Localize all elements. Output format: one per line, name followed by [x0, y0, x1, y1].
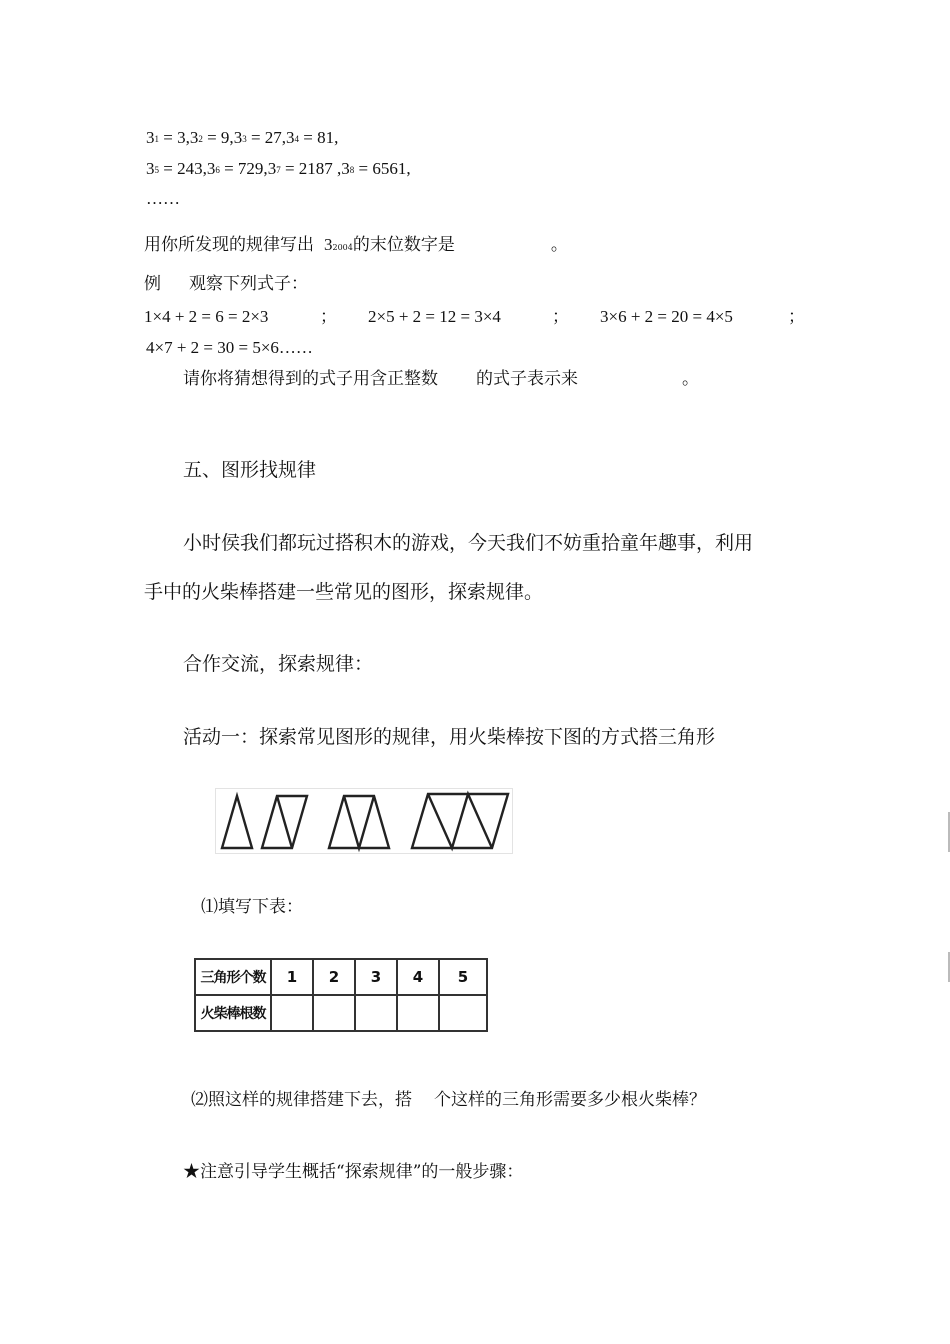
table-input-cell[interactable] — [439, 995, 487, 1031]
table-cell: 1 — [271, 959, 313, 995]
triangle-group-3 — [329, 796, 389, 848]
matchstick-triangles-figure — [215, 788, 513, 854]
triangle-group-4 — [412, 794, 508, 848]
intro-paragraph-line-1: 小时侯我们都玩过搭积木的游戏，今天我们不妨重拾童年趣事，利用 — [183, 532, 754, 554]
table-row — [195, 959, 487, 995]
row-header-triangles: 三角形个数 — [195, 959, 271, 995]
activity-one: 活动一：探索常见图形的规律，用火柴棒按下图的方式搭三角形 — [183, 726, 716, 748]
cooperation-heading: 合作交流，探索规律： — [183, 653, 374, 675]
table-cell: 5 — [439, 959, 487, 995]
table-input-cell[interactable] — [313, 995, 355, 1031]
table-cell: 2 — [313, 959, 355, 995]
table-input-cell[interactable] — [397, 995, 439, 1031]
powers-ellipsis: …… — [146, 189, 180, 208]
table-row — [195, 995, 487, 1031]
question-pattern: ⑵照这样的规律搭建下去，搭 个这样的三角形需要多少根火柴棒？ — [191, 1090, 706, 1110]
triangle-group-1 — [222, 796, 252, 848]
example-prompt: 请你将猜想得到的式子用含正整数 的式子表示来 。 — [183, 369, 699, 389]
example-intro: 例 观察下列式子： — [144, 274, 308, 294]
example-equation-4: 4×7 + 2 = 30 = 5×6…… — [146, 338, 313, 357]
question-last-digit: 用你所发现的规律写出 32004的末位数字是 。 — [144, 235, 568, 255]
table-cell: 3 — [355, 959, 397, 995]
question-fill-table: ⑴填写下表： — [201, 897, 303, 917]
triangle-group-2 — [262, 796, 307, 848]
table-input-cell[interactable] — [355, 995, 397, 1031]
powers-row-2: $3^5 = 243,3^6 = 729,3^7 = 2187$ $,3^8 = 6561$, — [146, 159, 411, 178]
intro-paragraph-line-2: 手中的火柴棒搭建一些常见的图形，探索规律。 — [144, 581, 544, 603]
section-title: 五、图形找规律 — [183, 459, 317, 481]
powers-row-1: $3^1 = 3,3^2 = 9,3^3 = 27,3^4 = 81$, — [146, 128, 339, 147]
table-cell: 4 — [397, 959, 439, 995]
note-general-steps: ★注意引导学生概括“探索规律”的一般步骤： — [183, 1162, 524, 1182]
row-header-matches: 火柴棒根数 — [195, 995, 271, 1031]
matchstick-table — [194, 958, 488, 1032]
table-input-cell[interactable] — [271, 995, 313, 1031]
